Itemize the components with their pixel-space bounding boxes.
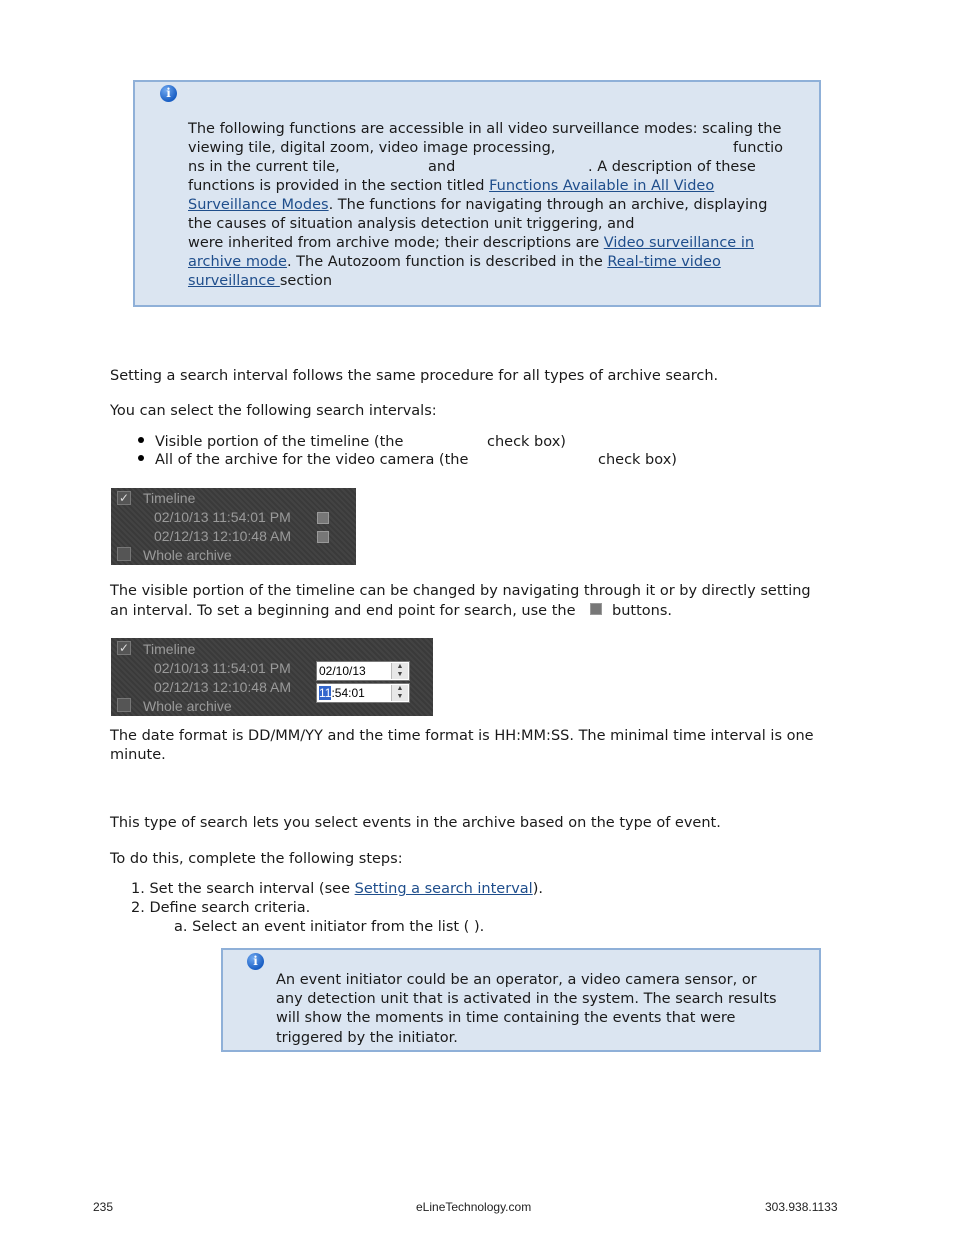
link-setting-search-interval[interactable]: Setting a search interval (354, 881, 533, 897)
paragraph: To do this, complete the following steps: (110, 851, 403, 867)
list-item: All of the archive for the video camera (the (155, 452, 469, 468)
paragraph: an interval. To set a beginning and end point for search, use the (110, 603, 576, 619)
paragraph: The visible portion of the timeline can be changed by navigating through it or by directly setting (110, 583, 811, 599)
note-text-line: Surveillance Modes. The functions for navigating through an archive, displaying (188, 197, 768, 213)
note-text-line: triggered by the initiator. (276, 1030, 458, 1046)
calendar-icon (590, 603, 602, 615)
spin-arrows-icon[interactable]: ▲ ▼ (391, 685, 408, 701)
paragraph: buttons. (612, 603, 672, 619)
info-icon: i (247, 953, 264, 970)
link-real-time-video[interactable]: Real-time video (607, 254, 721, 270)
link-video-surveillance-archive[interactable]: Video surveillance in (603, 235, 755, 251)
date-input[interactable] (316, 661, 410, 681)
note-text-line: functio (733, 140, 784, 156)
timeline-label: Timeline (143, 641, 196, 657)
paragraph: Setting a search interval follows the same procedure for all types of archive search. (110, 368, 719, 384)
footer-phone: 303.938.1133 (765, 1200, 838, 1214)
list-item: a. Select an event initiator from the list ( ). (174, 919, 485, 935)
spin-arrows-icon[interactable]: ▲ ▼ (391, 663, 408, 679)
bullet-icon (138, 437, 144, 443)
calendar-icon[interactable] (317, 512, 329, 524)
link-archive-mode[interactable]: archive mode (188, 254, 287, 270)
info-icon: i (160, 85, 177, 102)
note-text-line: The following functions are accessible in all video surveillance modes: scaling the (188, 121, 782, 137)
paragraph: This type of search lets you select events in the archive based on the type of event. (110, 815, 721, 831)
page-number: 235 (93, 1200, 114, 1214)
start-time: 02/10/13 11:54:01 PM (154, 509, 291, 525)
time-input[interactable] (316, 683, 410, 703)
list-item: 1. Set the search interval (see Setting a search interval). (131, 881, 543, 897)
note-text-line: and (428, 159, 456, 175)
timeline-checkbox[interactable]: ✓ (118, 641, 130, 655)
link-functions-available[interactable]: Functions Available in All Video (489, 178, 715, 194)
end-time: 02/12/13 12:10:48 AM (154, 528, 291, 544)
paragraph: The date format is DD/MM/YY and the time format is HH:MM:SS. The minimal time interval is one (110, 728, 814, 744)
whole-archive-checkbox[interactable] (117, 547, 131, 561)
paragraph: minute. (110, 747, 166, 763)
calendar-icon[interactable] (317, 531, 329, 543)
list-item: Visible portion of the timeline (the (155, 434, 404, 450)
whole-archive-label: Whole archive (143, 547, 232, 563)
end-time: 02/12/13 12:10:48 AM (154, 679, 291, 695)
list-item: check box) (487, 434, 566, 450)
timeline-label: Timeline (143, 490, 196, 506)
link-surveillance[interactable]: surveillance (188, 273, 280, 289)
note-text-line: were inherited from archive mode; their descriptions are Video surveillance in (188, 235, 755, 251)
interval-panel (111, 488, 356, 565)
note-text-line: any detection unit that is activated in the system. The search results (276, 991, 777, 1007)
note-text-line: functions is provided in the section titled Functions Available in All Video (188, 178, 715, 194)
link-surveillance-modes[interactable]: Surveillance Modes (188, 197, 329, 213)
note-text-line: will show the moments in time containing the events that were (276, 1010, 736, 1026)
footer-site: eLineTechnology.com (416, 1200, 532, 1214)
time-hour-selected: 11 (319, 686, 332, 700)
note-text-line: viewing tile, digital zoom, video image processing, (188, 140, 556, 156)
list-item: 2. Define search criteria. (131, 900, 311, 916)
note-text-line: the causes of situation analysis detection unit triggering, and (188, 216, 635, 232)
paragraph: You can select the following search intervals: (110, 403, 437, 419)
interval-panel-editing (111, 638, 433, 716)
note-text-line: An event initiator could be an operator, a video camera sensor, or (276, 972, 757, 988)
date-value: 02/10/13 (319, 664, 366, 678)
whole-archive-checkbox[interactable] (117, 698, 131, 712)
bullet-icon (138, 455, 144, 461)
note-text-line: archive mode. The Autozoom function is described in the Real-time video (188, 254, 721, 270)
start-time: 02/10/13 11:54:01 PM (154, 660, 291, 676)
note-text-line: ns in the current tile, (188, 159, 340, 175)
time-rest: :54:01 (331, 686, 365, 700)
note-text-line: . A description of these (588, 159, 756, 175)
whole-archive-label: Whole archive (143, 698, 232, 714)
note-text-line: surveillance section (188, 273, 333, 289)
timeline-checkbox[interactable]: ✓ (118, 491, 130, 505)
list-item: check box) (598, 452, 677, 468)
